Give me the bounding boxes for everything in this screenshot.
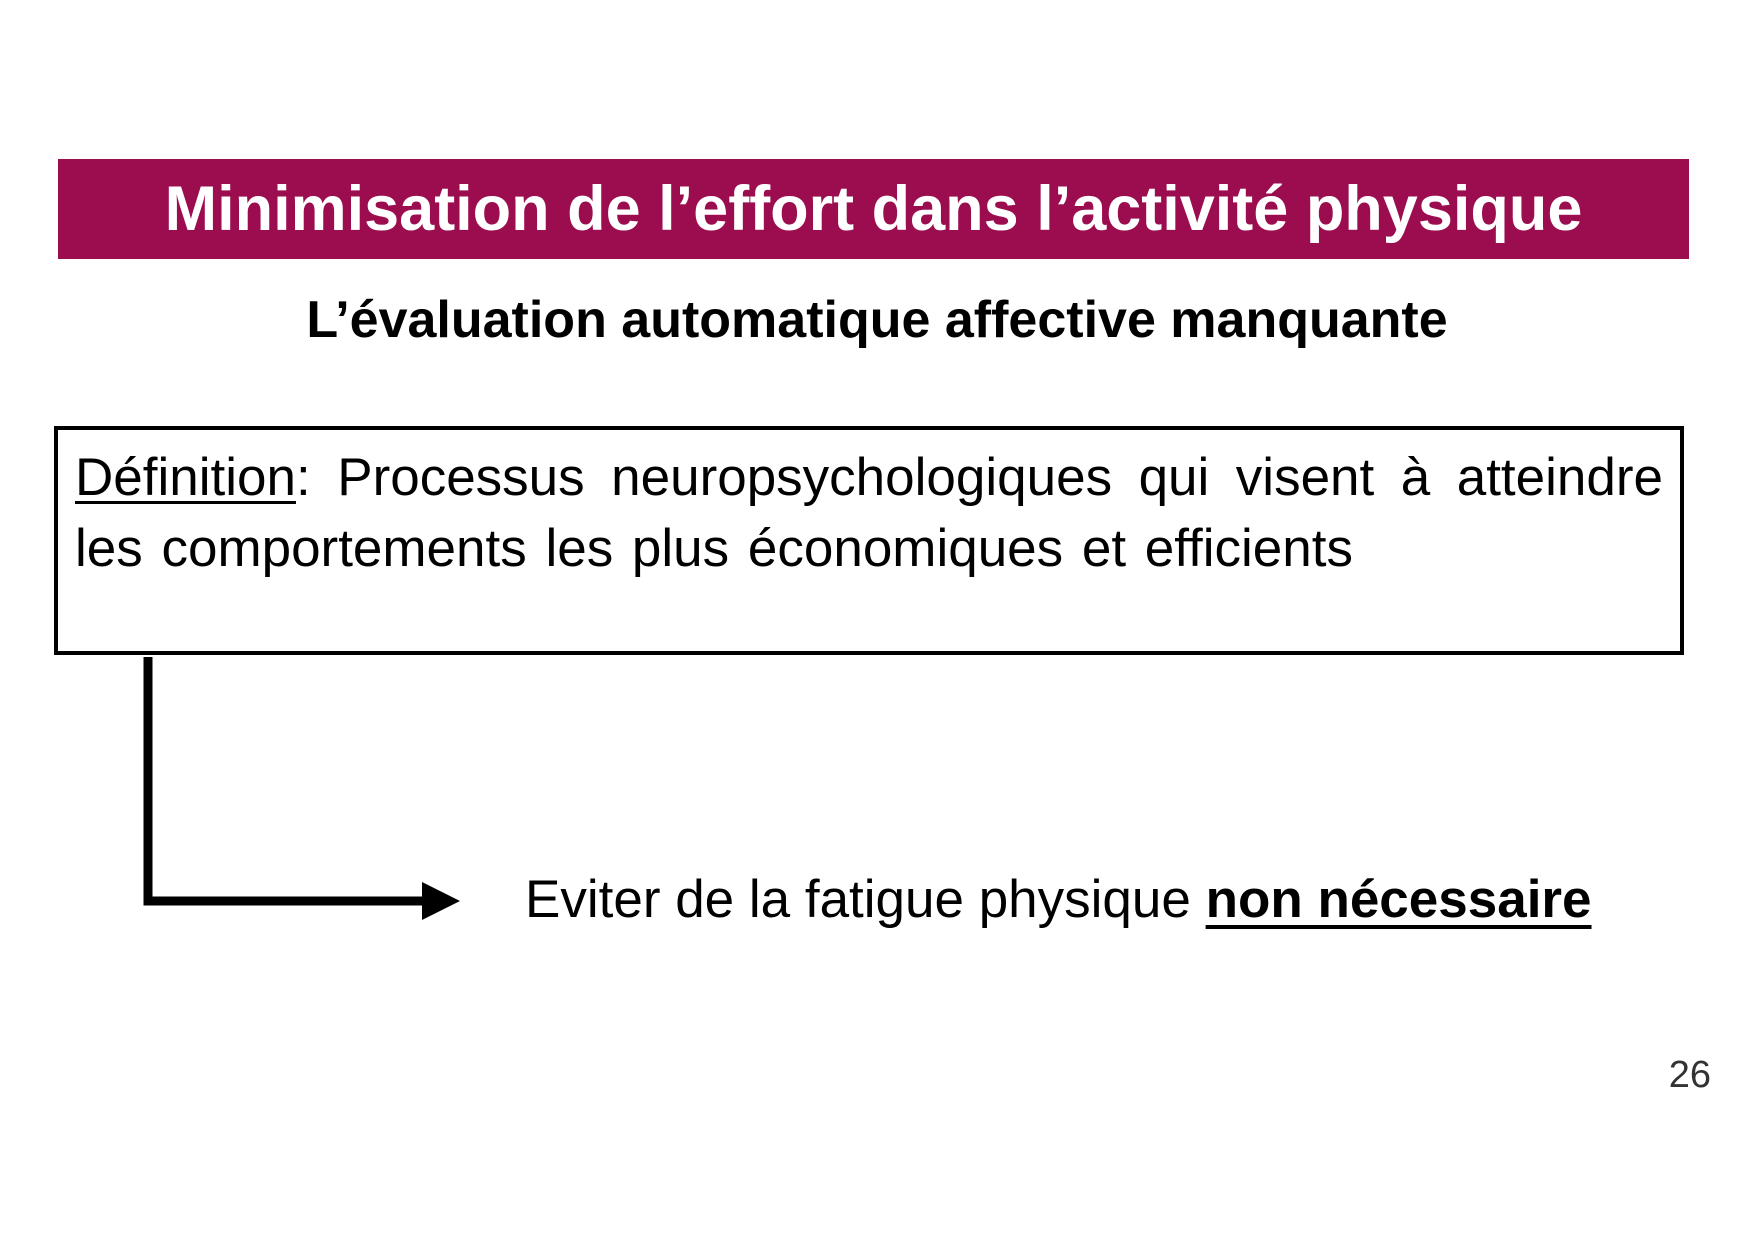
definition-box <box>54 426 1684 655</box>
slide-subtitle: L’évaluation automatique affective manquante <box>306 291 1448 349</box>
consequence-statement <box>525 866 1592 934</box>
arrow-head-icon <box>422 882 460 920</box>
slide-title: Minimisation de l’effort dans l’activité physique <box>58 159 1689 259</box>
definition-paragraph <box>75 442 1663 584</box>
definition-text: Processus neuropsychologiques qui visent à atteindre les comportements les plus économiques et efficients <box>75 448 1663 578</box>
definition-term: Définition <box>75 448 296 507</box>
page-number: 26 <box>1668 1054 1711 1096</box>
definition-separator: : <box>295 448 311 507</box>
connector-line <box>148 657 425 901</box>
consequence-text: Eviter de la fatigue physique <box>525 870 1191 929</box>
consequence-emphasis: non nécessaire <box>1205 870 1592 929</box>
